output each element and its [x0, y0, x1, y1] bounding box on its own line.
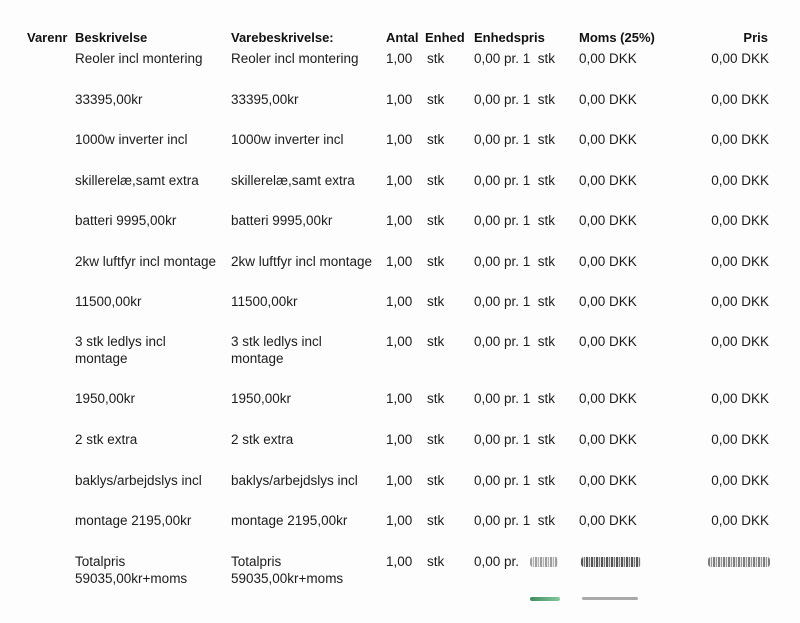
cell-antal: 1,00 — [386, 132, 413, 147]
cell-enhedspris: 0,00 pr. 1 stk — [474, 132, 556, 147]
cell-varebeskrivelse: 1950,00kr — [231, 391, 292, 406]
cell-moms: 0,00 DKK — [579, 473, 637, 488]
cell-enhedspris: 0,00 pr. 1 stk — [474, 173, 556, 188]
cell-pris: 0,00 DKK — [711, 513, 769, 528]
cell-pris: 0,00 DKK — [711, 473, 769, 488]
cell-pris: 0,00 DKK — [711, 432, 769, 447]
cell-moms: 0,00 DKK — [579, 213, 637, 228]
cell-pris: 0,00 DKK — [711, 132, 769, 147]
cell-moms: 0,00 DKK — [579, 513, 637, 528]
cell-antal: 1,00 — [386, 513, 413, 528]
cell-beskrivelse: montage 2195,00kr — [75, 513, 192, 528]
cell-beskrivelse: 2 stk extra — [75, 432, 138, 447]
cell-beskrivelse: skillerelæ,samt extra — [75, 173, 199, 188]
cell-beskrivelse: 33395,00kr — [75, 92, 143, 107]
cell-enhedspris: 0,00 pr. 1 stk — [474, 51, 556, 66]
cell-antal: 1,00 — [386, 254, 413, 269]
smudged-moms-value — [581, 557, 641, 567]
cell-varebeskrivelse: 2 stk extra — [231, 432, 294, 447]
cell-pris: 0,00 DKK — [711, 254, 769, 269]
cell-enhed: stk — [427, 513, 445, 528]
header-varebeskrivelse: Varebeskrivelse: — [231, 30, 334, 45]
cell-beskrivelse: 11500,00kr — [75, 294, 142, 309]
cell-enhedspris: 0,00 pr. 1 stk — [474, 513, 556, 528]
cell-enhed: stk — [427, 473, 445, 488]
cell-varebeskrivelse: batteri 9995,00kr — [231, 213, 333, 228]
cell-antal: 1,00 — [386, 173, 413, 188]
cell-pris: 0,00 DKK — [711, 294, 769, 309]
cell-enhedspris: 0,00 pr. 1 stk — [474, 334, 556, 349]
cell-pris: 0,00 DKK — [711, 391, 769, 406]
cell-beskrivelse: 3 stk ledlys incl montage — [75, 334, 166, 366]
cell-enhed: stk — [427, 432, 445, 447]
cell-moms: 0,00 DKK — [579, 254, 637, 269]
cell-pris: 0,00 DKK — [711, 213, 769, 228]
cell-varebeskrivelse: montage 2195,00kr — [231, 513, 348, 528]
cell-beskrivelse: batteri 9995,00kr — [75, 213, 177, 228]
cell-enhed: stk — [427, 51, 445, 66]
header-varenr: Varenr — [27, 30, 68, 45]
cell-varebeskrivelse: Totalpris 59035,00kr+moms — [231, 554, 344, 586]
cell-enhed: stk — [427, 334, 445, 349]
cell-moms: 0,00 DKK — [579, 294, 637, 309]
cell-enhedspris: 0,00 pr. 1 stk — [474, 213, 556, 228]
cell-antal: 1,00 — [386, 391, 413, 406]
cell-antal: 1,00 — [386, 334, 413, 349]
cell-pris: 0,00 DKK — [711, 334, 769, 349]
header-pris: Pris — [743, 30, 768, 45]
cell-enhedspris: 0,00 pr. 1 stk — [474, 391, 556, 406]
cell-antal: 1,00 — [386, 473, 413, 488]
cell-beskrivelse: 1950,00kr — [75, 391, 136, 406]
cell-moms: 0,00 DKK — [579, 92, 637, 107]
cell-enhed: stk — [427, 254, 445, 269]
cell-varebeskrivelse: Reoler incl montering — [231, 51, 359, 66]
cell-pris: 0,00 DKK — [711, 92, 769, 107]
cell-pris: 0,00 DKK — [711, 173, 769, 188]
cell-enhed: stk — [427, 173, 445, 188]
cell-enhedspris: 0,00 pr. 1 stk — [474, 432, 556, 447]
header-beskrivelse: Beskrivelse — [75, 30, 148, 45]
cell-beskrivelse: Totalpris 59035,00kr+moms — [75, 554, 188, 586]
bottom-scan-mark — [530, 597, 560, 601]
cell-antal: 1,00 — [386, 213, 413, 228]
cell-enhedspris: 0,00 pr. 1 stk — [474, 92, 556, 107]
cell-antal: 1,00 — [386, 92, 413, 107]
cell-beskrivelse: Reoler incl montering — [75, 51, 203, 66]
cell-moms: 0,00 DKK — [579, 391, 637, 406]
cell-enhed: stk — [427, 294, 445, 309]
bottom-scan-mark — [582, 597, 638, 600]
cell-enhedspris: 0,00 pr. — [474, 554, 520, 569]
cell-beskrivelse: 2kw luftfyr incl montage — [75, 254, 217, 269]
cell-varebeskrivelse: baklys/arbejdslys incl — [231, 473, 358, 488]
cell-varebeskrivelse: skillerelæ,samt extra — [231, 173, 355, 188]
cell-varebeskrivelse: 2kw luftfyr incl montage — [231, 254, 373, 269]
smudged-pris-value — [708, 557, 770, 567]
cell-moms: 0,00 DKK — [579, 51, 637, 66]
header-enhed: Enhed — [425, 30, 465, 45]
cell-enhedspris: 0,00 pr. 1 stk — [474, 294, 556, 309]
cell-moms: 0,00 DKK — [579, 334, 637, 349]
cell-moms: 0,00 DKK — [579, 432, 637, 447]
cell-pris: 0,00 DKK — [711, 51, 769, 66]
cell-varebeskrivelse: 11500,00kr — [231, 294, 298, 309]
cell-moms: 0,00 DKK — [579, 132, 637, 147]
cell-enhed: stk — [427, 132, 445, 147]
cell-varebeskrivelse: 33395,00kr — [231, 92, 299, 107]
cell-enhedspris: 0,00 pr. 1 stk — [474, 254, 556, 269]
header-enhedspris: Enhedspris — [474, 30, 545, 45]
cell-antal: 1,00 — [386, 51, 413, 66]
cell-beskrivelse: 1000w inverter incl — [75, 132, 188, 147]
cell-moms: 0,00 DKK — [579, 173, 637, 188]
cell-beskrivelse: baklys/arbejdslys incl — [75, 473, 202, 488]
smudged-enhedspris-unit — [530, 557, 558, 567]
cell-enhed: stk — [427, 391, 445, 406]
header-antal: Antal — [386, 30, 419, 45]
cell-enhedspris: 0,00 pr. 1 stk — [474, 473, 556, 488]
cell-antal: 1,00 — [386, 432, 413, 447]
cell-enhed: stk — [427, 213, 445, 228]
cell-antal: 1,00 — [386, 294, 413, 309]
cell-enhed: stk — [427, 92, 445, 107]
header-moms: Moms (25%) — [579, 30, 655, 45]
cell-varebeskrivelse: 3 stk ledlys incl montage — [231, 334, 322, 366]
cell-enhed: stk — [427, 554, 445, 569]
cell-varebeskrivelse: 1000w inverter incl — [231, 132, 344, 147]
cell-antal: 1,00 — [386, 554, 413, 569]
